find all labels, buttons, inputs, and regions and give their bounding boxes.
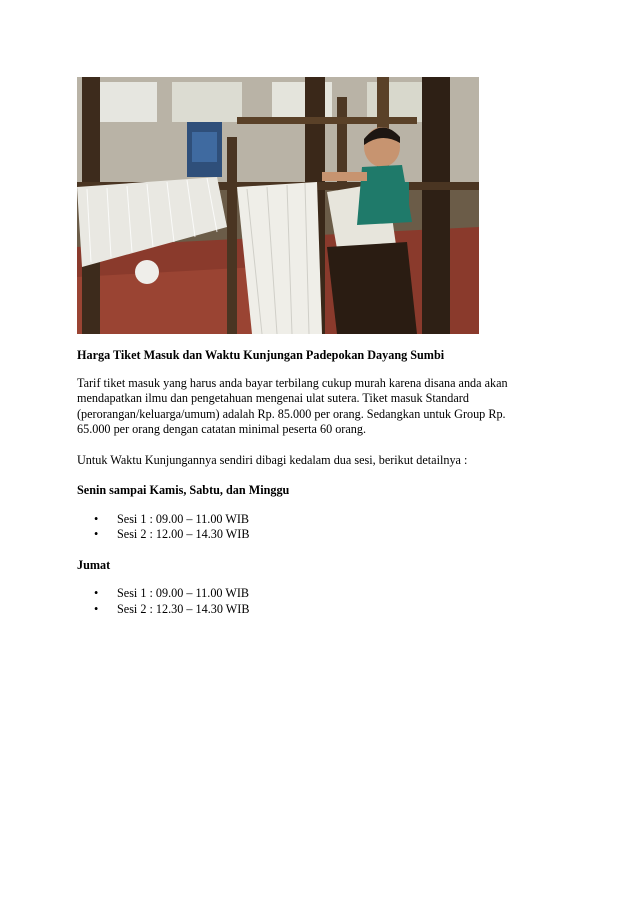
list-item bbox=[77, 602, 547, 618]
schedule-title-weekdays: Senin sampai Kamis, Sabtu, dan Minggu bbox=[77, 483, 290, 497]
bullet-icon: • bbox=[94, 601, 99, 616]
visit-time-paragraph: Untuk Waktu Kunjungannya sendiri dibagi kedalam dua sesi, berikut detailnya : bbox=[77, 452, 468, 467]
bullet-icon: • bbox=[94, 527, 99, 541]
session-text: Sesi 1 : 09.00 – 11.00 WIB bbox=[117, 586, 250, 600]
paragraph-line: 65.000 per orang dengan catatan minimal peserta 60 orang. bbox=[77, 422, 367, 436]
bullet-icon: • bbox=[94, 511, 99, 526]
paragraph-line: (perorangan/keluarga/umum) adalah Rp. 85.000 per orang. Sedangkan untuk Group Rp. bbox=[77, 406, 506, 421]
article-content bbox=[77, 348, 547, 632]
weaving-loom-photo bbox=[77, 77, 479, 334]
schedule-title-friday: Jumat bbox=[77, 557, 111, 572]
list-item bbox=[77, 586, 547, 602]
bullet-icon: • bbox=[94, 586, 99, 600]
list-item bbox=[77, 512, 547, 528]
session-text: Sesi 2 : 12.30 – 14.30 WIB bbox=[117, 601, 250, 616]
session-text: Sesi 2 : 12.00 – 14.30 WIB bbox=[117, 527, 250, 541]
ticket-price-paragraph bbox=[77, 376, 547, 438]
session-text: Sesi 1 : 09.00 – 11.00 WIB bbox=[117, 511, 250, 526]
list-item bbox=[77, 527, 547, 543]
weaving-loom-child-icon bbox=[77, 77, 479, 334]
article-heading: Harga Tiket Masuk dan Waktu Kunjungan Padepokan Dayang Sumbi bbox=[77, 348, 445, 362]
session-list-weekdays bbox=[77, 512, 547, 543]
session-list-friday bbox=[77, 586, 547, 617]
paragraph-line: Tarif tiket masuk yang harus anda bayar terbilang cukup murah karena disana anda akan bbox=[77, 375, 508, 390]
paragraph-line: mendapatkan ilmu dan pengetahuan mengenai ulat sutera. Tiket masuk Standard bbox=[77, 391, 469, 405]
